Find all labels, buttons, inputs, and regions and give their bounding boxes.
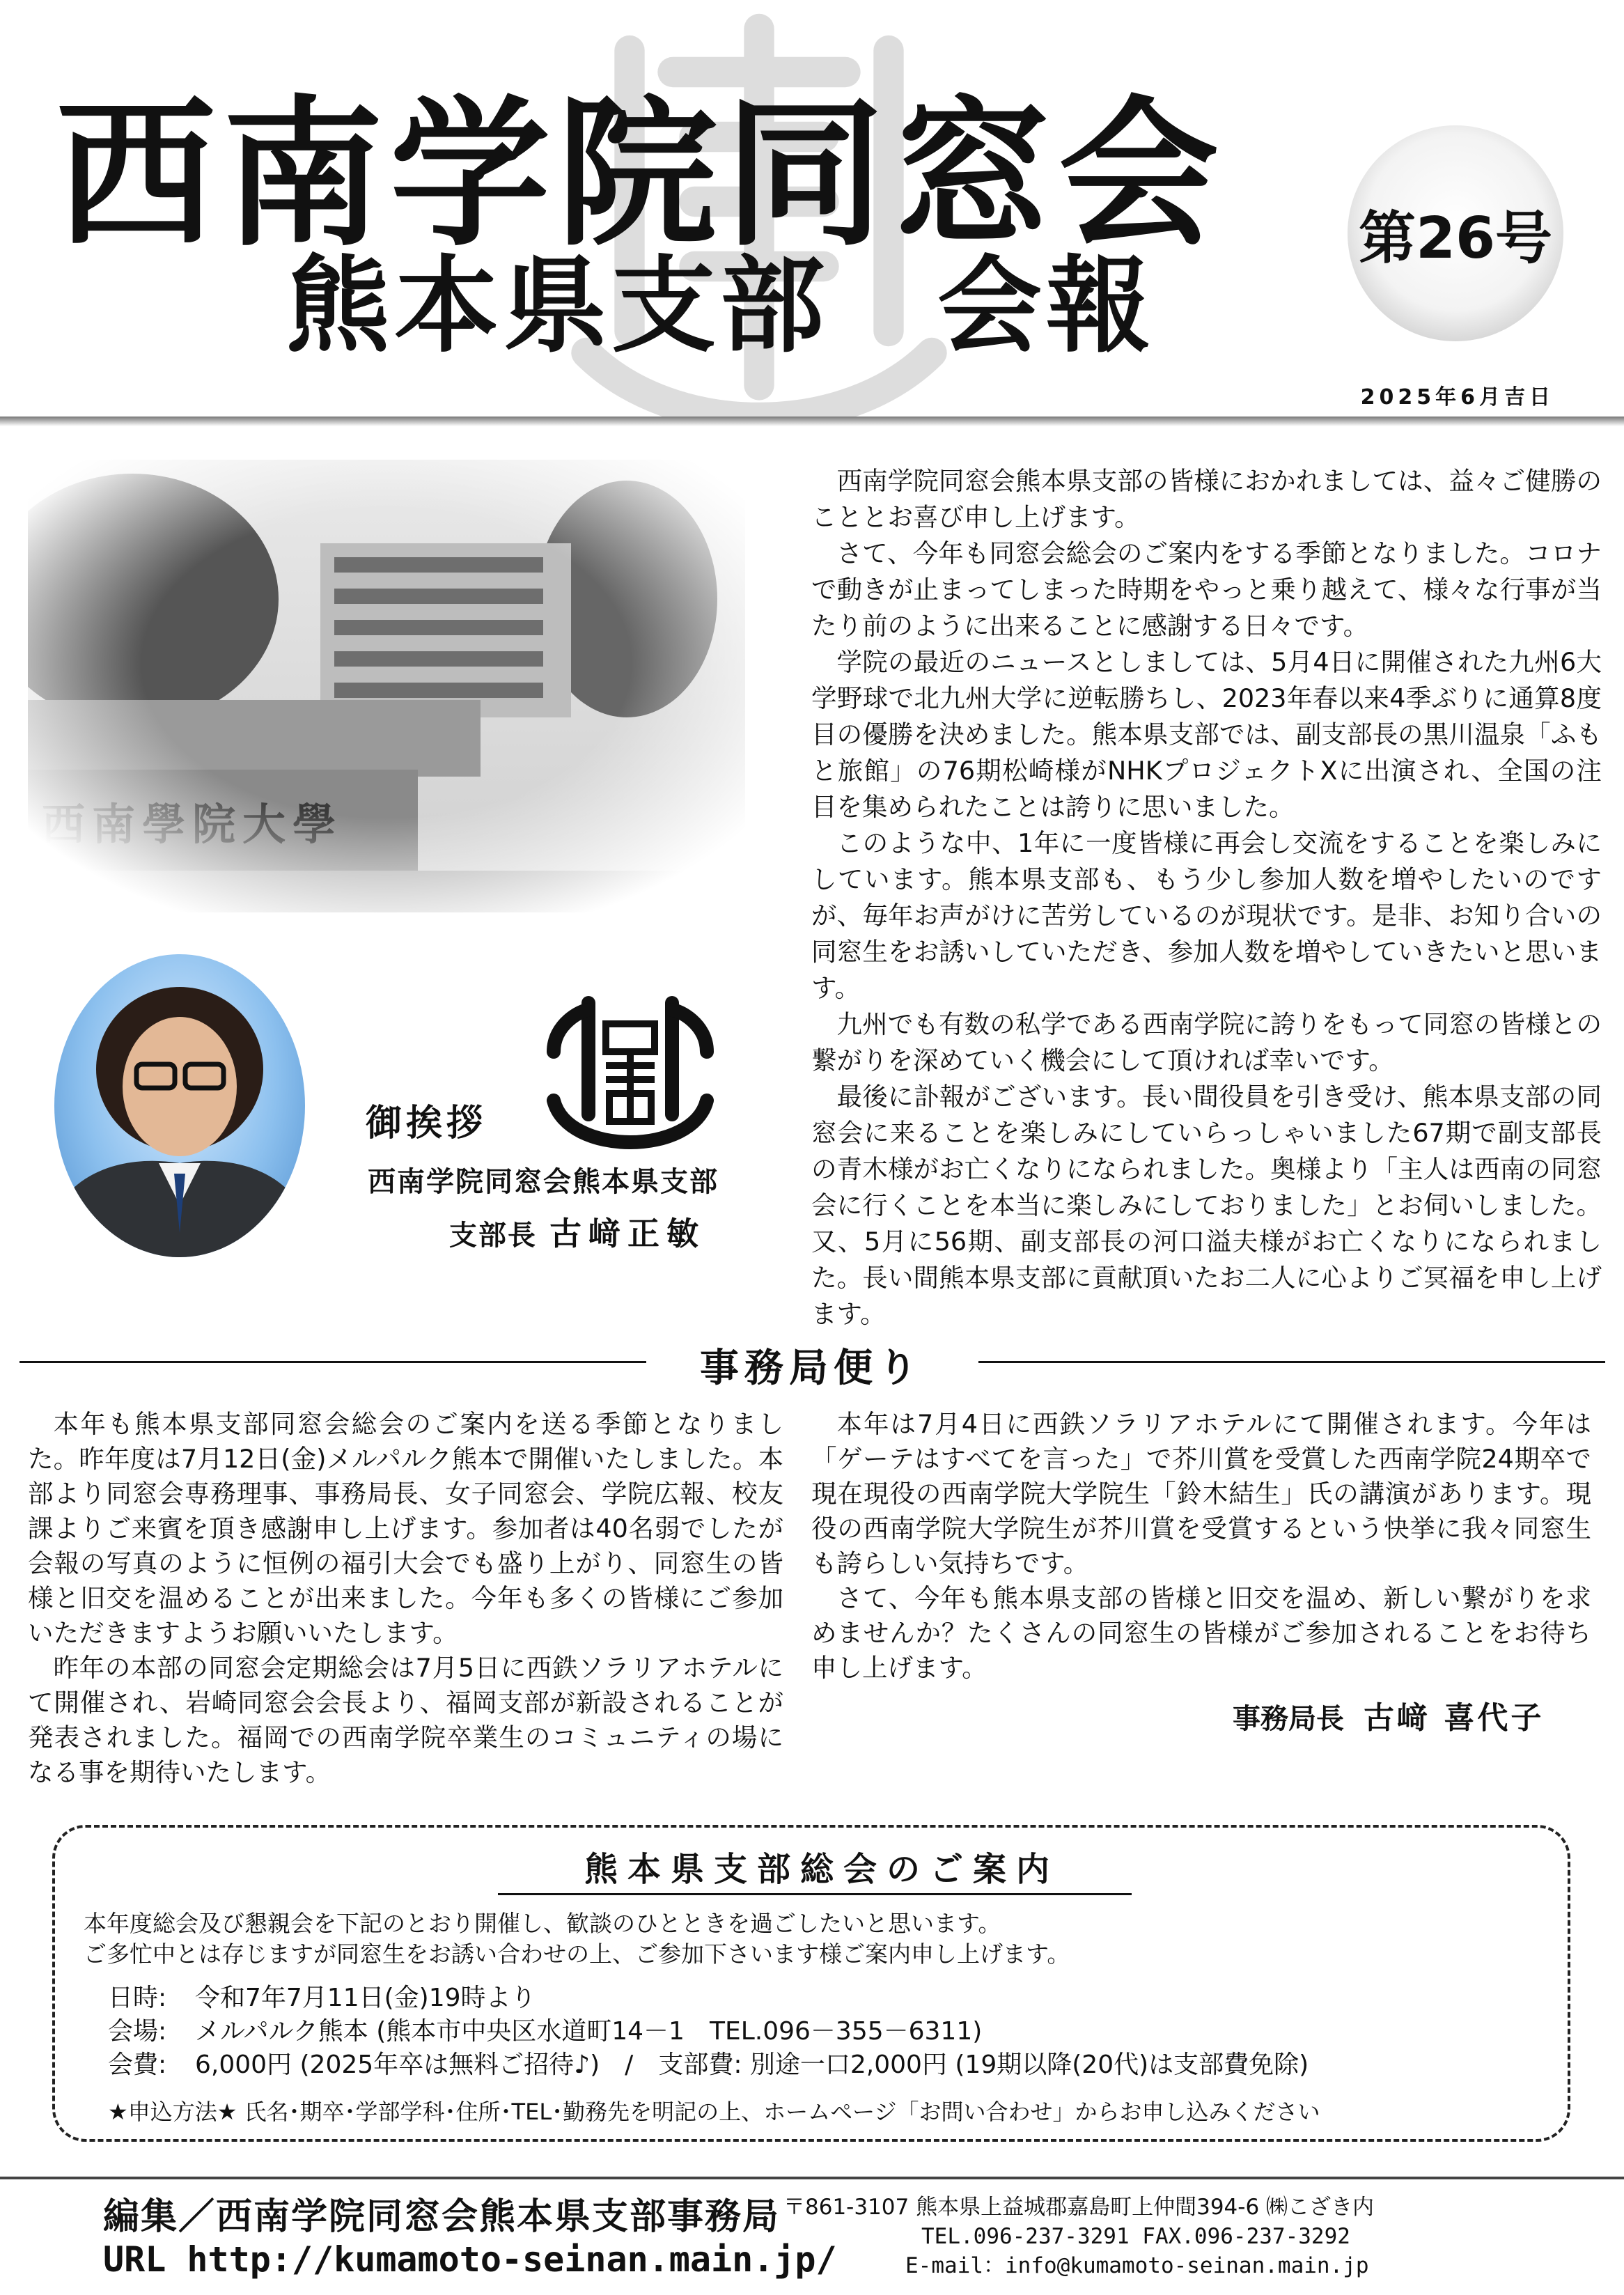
meeting-venue-row (108, 2015, 1549, 2048)
portrait-photo (54, 954, 305, 1257)
office-paragraph: 本年も熊本県支部同窓会総会のご案内を送る季節となりました。昨年度は7月12日(金)メルパルク熊本で開催いたしました。本部より同窓会専務理事、事務局長、女子同窓会、学院広報、校友課よりご来賓を頂き感謝申し上げます。参加者は40名弱でしたが会報の写真のように恒例の福引大会でも盛り上がり、同窓生の皆様と旧交を温めることが出来ました。今年も多くの皆様にご参加いただきますようお願いいたします。 (28, 1409, 783, 1648)
greeting-heading: 御挨拶 (366, 1102, 487, 1144)
footer-tel-fax: TEL.096-237-3291 FAX.096-237-3292 (921, 2224, 1350, 2249)
meeting-application-method: ★申込方法★ 氏名･期卒･学部学科･住所･TEL･勤務先を明記の上、ホームページ「お問い合わせ」からお申し込みください (108, 2099, 1320, 2125)
meeting-fee-row (108, 2048, 1549, 2082)
seinan-crest-icon (540, 982, 721, 1163)
meeting-title-underline (498, 1893, 1132, 1895)
meeting-intro-line: ご多忙中とは存じますが同窓生をお誘い合わせの上、ご参加下さいます様ご案内申し上げます。 (84, 1940, 1070, 1968)
section-divider-right (978, 1361, 1605, 1363)
greeting-paragraph: 学院の最近のニュースとしましては、5月4日に開催された九州6大学野球で北九州大学に逆転勝ちし、2023年春以来4季ぶりに通算8度目の優勝を決めました。熊本県支部では、副支部長の黒川温泉「ふもと旅館」の76期松崎様がNHKプロジェクトXに出演され、全国の注目を集められたことは誇りに思いました。 (811, 647, 1602, 822)
footer-editor: 編集／西南学院同窓会熊本県支部事務局 (103, 2196, 781, 2238)
meeting-venue-label: 会場: (108, 2017, 167, 2046)
greeting-message (811, 463, 1602, 1332)
greeting-signature (449, 1208, 705, 1254)
meeting-fee-label: 会費: (108, 2051, 167, 2079)
meeting-details (108, 1982, 1549, 2082)
meeting-fee-value: 6,000円 (2025年卒は無料ご招待♪) / 支部費: 別途一口2,000円 (19期以降(20代)は支部費免除) (195, 2051, 1309, 2079)
meeting-date-row (108, 1982, 1549, 2015)
greeting-name: 古﨑正敏 (549, 1215, 705, 1252)
meeting-venue-value: メルパルク熊本 (熊本市中央区水道町14－1 TEL.096－355－6311) (195, 2017, 983, 2046)
greeting-role: 支部長 (449, 1220, 537, 1252)
meeting-intro-line: 本年度総会及び懇親会を下記のとおり開催し、歓談のひとときを過ごしたいと思います。 (84, 1910, 1001, 1937)
meeting-date-value: 令和7年7月11日(金)19時より (195, 1984, 536, 2012)
portrait-figure-icon (54, 954, 305, 1257)
section-title: 事務局便り (700, 1345, 923, 1391)
greeting-organization: 西南学院同窓会熊本県支部 (368, 1166, 719, 1198)
header-divider (0, 417, 1624, 426)
meeting-intro (84, 1908, 1546, 1970)
newsletter-title: 西南学院同窓会 (56, 80, 1226, 268)
office-sign-role: 事務局長 (1233, 1703, 1344, 1735)
footer-address: 〒861-3107 熊本県上益城郡嘉島町上仲間394-6 ㈱こざき内 (783, 2195, 1375, 2220)
office-paragraph: 本年は7月4日に西鉄ソラリアホテルにて開催されます。今年は「ゲーテはすべてを言った」で芥川賞を受賞した西南学院24期卒で現在現役の西南学院大学院生「鈴木結生」氏の講演があります。現役の西南学院大学院生が芥川賞を受賞するという快挙に我々同窓生も誇らしい気持ちです。 (811, 1409, 1591, 1578)
issue-number: 第26号 (1358, 205, 1553, 272)
issue-badge (1348, 125, 1563, 341)
greeting-paragraph: 最後に訃報がございます。長い間役員を引き受け、熊本県支部の同窓会に来ることを楽しみにしていらっしゃいました67期で副支部長の青木様がお亡くなりになられました。奥様より「主人は西南の同窓会に行くことを本当に楽しみにしておりました」とお伺いしました。又、5月に56期、副支部長の河口溢夫様がお亡くなりになられました。長い間熊本県支部に貢献頂いたお二人に心よりご冥福を申し上げます。 (811, 1082, 1602, 1329)
office-news-right-column (811, 1407, 1591, 1686)
office-paragraph: 昨年の本部の同窓会定期総会は7月5日に西鉄ソラリアホテルにて開催され、岩崎同窓会会長より、福岡支部が新設されることが発表されました。福岡での西南学院卒業生のコミュニティの場になる事を期待いたします。 (28, 1653, 783, 1787)
greeting-paragraph: 九州でも有数の私学である西南学院に誇りをもって同窓の皆様との繋がりを深めていく機会にして頂ければ幸いです。 (811, 1009, 1602, 1075)
newsletter-subtitle: 熊本県支部 会報 (286, 246, 1155, 367)
issue-date: 2025年6月吉日 (1360, 385, 1554, 410)
footer-url-link[interactable]: URL http://kumamoto-seinan.main.jp/ (103, 2239, 837, 2280)
office-signature (1233, 1693, 1544, 1737)
greeting-paragraph: 西南学院同窓会熊本県支部の皆様におかれましては、益々ご健勝のこととお喜び申し上げます。 (811, 466, 1602, 532)
meeting-date-label: 日時: (108, 1984, 167, 2012)
office-news-left-column (28, 1407, 783, 1790)
footer-contact (783, 2193, 1549, 2280)
office-paragraph: さて、今年も熊本県支部の皆様と旧交を温め、新しい繋がりを求めませんか？たくさんの同窓生の皆様がご参加されることをお待ち申し上げます。 (811, 1583, 1591, 1683)
office-sign-name: 古﨑 喜代子 (1364, 1700, 1545, 1736)
footer-email-link[interactable]: E-mail：info@kumamoto-seinan.main.jp (905, 2253, 1369, 2278)
campus-photo (28, 460, 745, 912)
greeting-paragraph: さて、今年も同窓会総会のご案内をする季節となりました。コロナで動きが止まってしまった時期をやっと乗り越えて、様々な行事が当たり前のように出来ることに感謝する日々です。 (811, 538, 1602, 641)
greeting-paragraph: このような中、1年に一度皆様に再会し交流をすることを楽しみにしています。熊本県支部も、もう少し参加人数を増やしたいのですが、毎年お声がけに苦労しているのが現状です。是非、お知り合いの同窓生をお誘いしていただき、参加人数を増やしていきたいと思います。 (811, 828, 1602, 1003)
section-divider-left (19, 1361, 646, 1363)
meeting-title: 熊本県支部総会のご案内 (584, 1850, 1059, 1889)
